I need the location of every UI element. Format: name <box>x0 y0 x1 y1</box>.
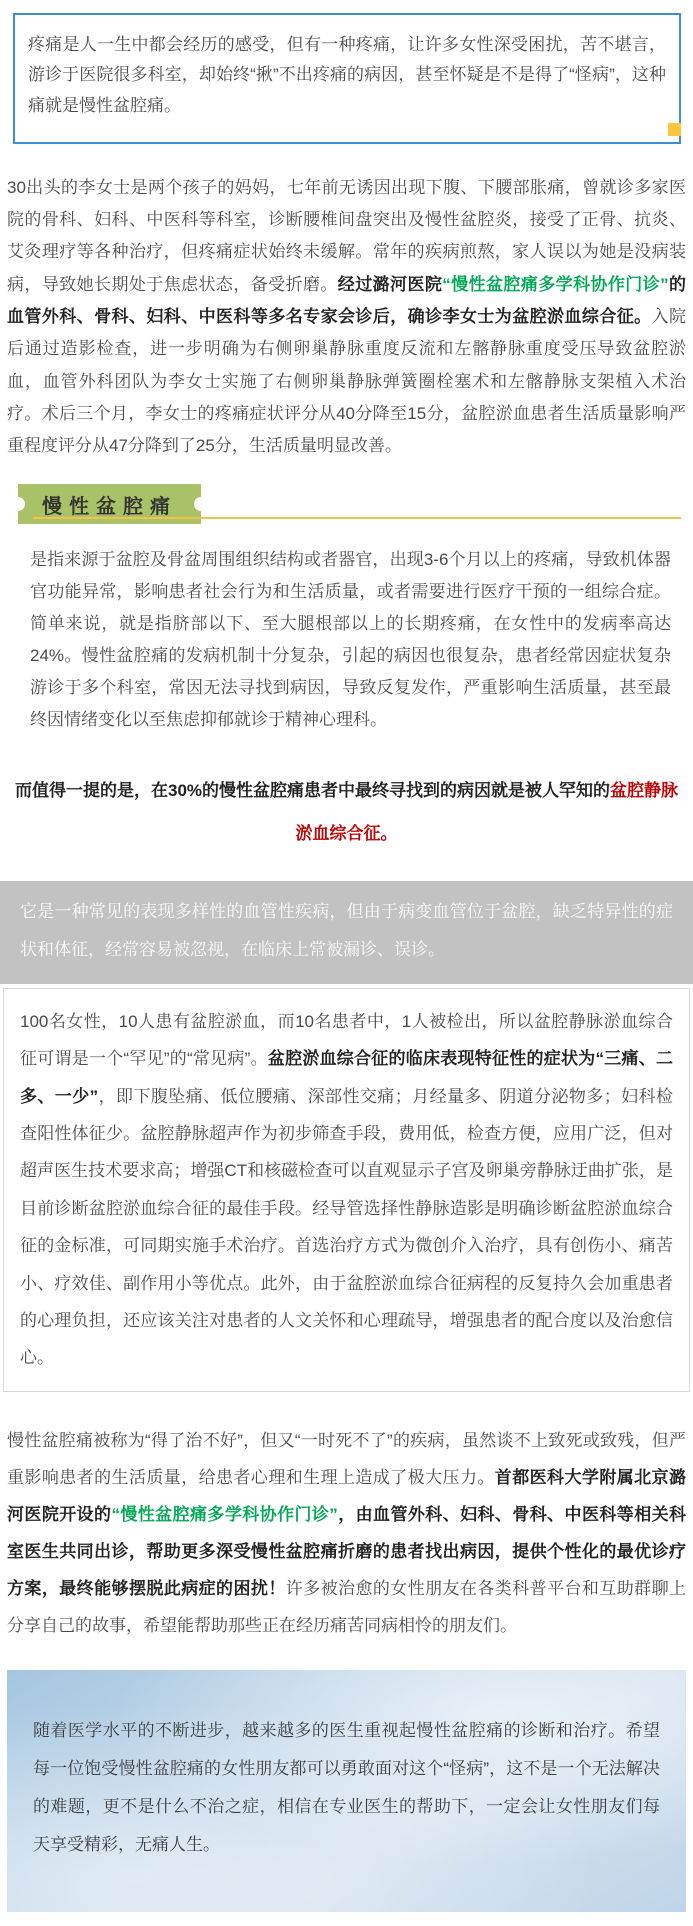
case-story-bold-diagnosis: 的血管外科、骨科、妇科、中医科等多名专家会诊后，确诊李女士为盆腔淤血综合征。 <box>7 274 687 326</box>
highlight-lead: 而值得一提的是，在30%的慢性盆腔痛患者中最终寻找到的病因就是被人罕知的 <box>14 781 611 801</box>
section-badge-label: 慢性盆腔痛 <box>42 495 177 518</box>
closing-intro-text: 慢性盆腔痛被称为“得了治不好”，但又“一时死不了”的疾病，虽然谈不上致死或致残，但严重影响患者的生活质量，给患者心理和生理上造成了极大压力。 <box>7 1430 686 1487</box>
detail-stats-text: 100名女性，10人患有盆腔淤血，而10名患者中，1人被检出，所以盆腔静脉淤血综合征可谓是一个“罕见”的“常见病”。 <box>20 1011 673 1069</box>
clinic-link[interactable]: “慢性盆腔痛多学科协作门诊” <box>111 1504 338 1524</box>
outro-text: 随着医学水平的不断进步，越来越多的医生重视起慢性盆腔痛的诊断和治疗。希望每一位饱受慢性盆腔痛的女性朋友都可以勇敢面对这个“怪病”，这不是一个无法解决的难题，更不是什么不治之症，相信在专业医生的帮助下，一定会让女性朋友们每天享受精彩，无痛人生。 <box>33 1721 660 1855</box>
case-story-text: 30出头的李女士是两个孩子的妈妈，七年前无诱因出现下腹、下腰部胀痛，曾就诊多家医院的骨科、妇科、中医科等科室，诊断腰椎间盘突出及慢性盆腔炎，接受了正骨、抗炎、艾灸理疗等各种治疗，但疼痛症状始终未缓解。常年的疾病煎熬，家人误以为她是没病装病，导致她长期处于焦虑状态，备受折磨。 <box>7 177 686 294</box>
detail-symptoms-bold: 盆腔淤血综合征的临床表现特征性的症状为“三痛、二多、一少” <box>20 1049 673 1106</box>
closing-sharing-text: 许多被治愈的女性朋友在各类科普平台和互助群聊上分享自己的故事，希望能帮助那些正在经历痛苦同病相怜的朋友们。 <box>7 1579 687 1636</box>
definition-text: 是指来源于盆腔及骨盆周围组织结构或者器官，出现3-6个月以上的疼痛，导致机体器官功能异常，影响患者社会行为和生活质量，或者需要进行医疗干预的一组综合症。简单来说，就是指脐部以下、至大腿根部以上的长期疼痛，在女性中的发病率高达24%。慢性盆腔痛的发病机制十分复杂，引起的病因也很复杂，患者经常因症状复杂游诊于多个科室，常因无法寻找到病因，导致反复发作，严重影响生活质量，甚至最终因情绪变化以至焦虑抑郁就诊于精神心理科。 <box>30 550 671 730</box>
case-story-bold-lead: 经过潞河医院 <box>337 274 443 294</box>
overlooked-note-box <box>0 881 693 984</box>
closing-hospital-bold: 首都医科大学附属北京潞河医院开设的 <box>7 1467 687 1524</box>
case-story-paragraph <box>7 172 686 463</box>
closing-clinic-detail-bold: ，由血管外科、妇科、骨科、中医科等相关科室医生共同出诊，帮助更多深受慢性盆腔痛折磨的患者找出病因，提供个性化的最优诊疗方案，最终能够摆脱此病症的困扰！ <box>7 1504 687 1599</box>
highlight-emphasis: 盆腔静脉淤血综合征。 <box>295 781 679 843</box>
definition-paragraph <box>30 544 671 736</box>
intro-text: 疼痛是人一生中都会经历的感受，但有一种疼痛，让许多女性深受困扰，苦不堪言，游诊于医院很多科室，却始终“揪”不出疼痛的病因，甚至怀疑是不是得了“怪病”，这种痛就是慢性盆腔痛。 <box>28 35 666 115</box>
section-header-row <box>18 484 681 524</box>
clinic-link[interactable]: “慢性盆腔痛多学科协作门诊” <box>442 274 669 294</box>
clinical-detail-box <box>3 988 690 1392</box>
corner-accent-square <box>668 123 681 136</box>
intro-box <box>13 13 681 144</box>
section-underline <box>33 517 681 519</box>
case-story-treatment-text: 入院后通过造影检查，进一步明确为右侧卵巢静脉重度反流和左髂静脉重度受压导致盆腔淤血，血管外科团队为李女士实施了右侧卵巢静脉弹簧圈栓塞术和左髂静脉支架植入术治疗。术后三个月，李女士的疼痛症状评分从40分降至15分，盆腔淤血患者生活质量影响严重程度评分从47分降到了25分，生活质量明显改善。 <box>7 306 686 456</box>
detail-diagnosis-text: ，即下腹坠痛、低位腰痛、深部性交痛；月经量多、阴道分泌物多；妇科检查阳性体征少。盆腔静脉超声作为初步筛查手段，费用低，检查方便，应用广泛，但对超声医生技术要求高；增强CT和核磁检查可以直观显示子宫及卵巢旁静脉迂曲扩张，是目前诊断盆腔淤血综合征的最佳手段。经导管选择性静脉造影是明确诊断盆腔淤血综合征的金标准，可同期实施手术治疗。首选治疗方式为微创介入治疗，具有创伤小、痛苦小、疗效佳、副作用小等优点。此外，由于盆腔淤血综合征病程的反复持久会加重患者的心理负担，还应该关注对患者的人文关怀和心理疏导，增强患者的配合度以及治愈信心。 <box>20 1086 674 1368</box>
overlooked-note-text: 它是一种常见的表现多样性的血管性疾病，但由于病变血管位于盆腔，缺乏特异性的症状和体征，经常容易被忽视，在临床上常被漏诊、误诊。 <box>20 902 673 959</box>
outro-box <box>7 1670 686 1912</box>
highlight-statement <box>12 770 681 855</box>
closing-paragraph <box>7 1422 686 1644</box>
